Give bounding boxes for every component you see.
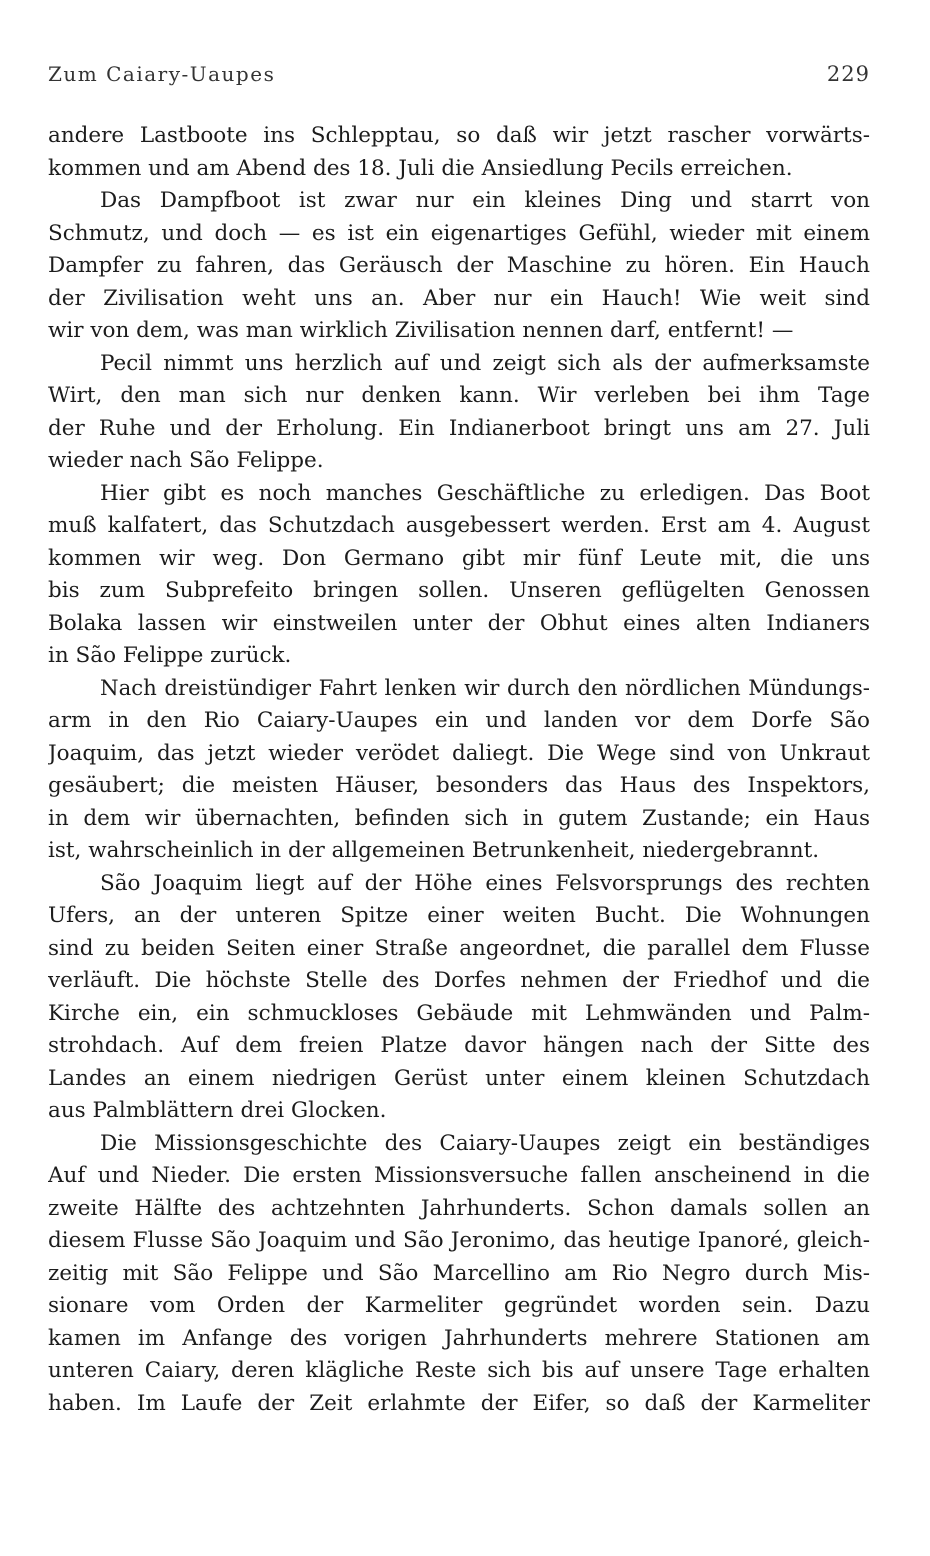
text-line: Ufers, an der unteren Spitze einer weiten Bucht. Die Wohnungen [48,903,870,928]
text-line: Auf und Nieder. Die ersten Missionsversuche fallen anscheinend in die [48,1163,870,1188]
text-line: gesäubert; die meisten Häuser, besonders das Haus des Inspektors, [48,773,870,798]
text-line: sind zu beiden Seiten einer Straße angeordnet, die parallel dem Flusse [48,935,870,961]
text-line: Die Missionsgeschichte des Caiary-Uaupes zeigt ein beständiges [100,1130,870,1156]
text-line: Das Dampfboot ist zwar nur ein kleines Ding und starrt von [100,188,870,213]
text-line: der Ruhe und der Erholung. Ein Indianerboot bringt uns am 27. Juli [48,415,870,441]
text-line: unteren Caiary, deren klägliche Reste sich bis auf unsere Tage erhalten [48,1358,870,1383]
text-line: Joaquim, das jetzt wieder verödet daliegt. Die Wege sind von Unkraut [48,740,870,766]
text-line: andere Lastboote ins Schlepptau, so daß wir jetzt rascher vorwärts- [48,123,870,148]
text-line: strohdach. Auf dem freien Platze davor hängen nach der Sitte des [48,1033,870,1058]
text-line: Schmutz, und doch — es ist ein eigenartiges Gefühl, wieder mit einem [48,220,870,246]
text-line: in São Felippe zurück. [48,643,292,668]
text-line: der Zivilisation weht uns an. Aber nur ein Hauch! Wie weit sind [48,285,870,311]
text-line: Bolaka lassen wir einstweilen unter der Obhut eines alten Indianers [48,610,870,636]
running-head: Zum Caiary-Uaupes [48,62,276,86]
text-line: Pecil nimmt uns herzlich auf und zeigt sich als der aufmerksamste [100,350,870,376]
text-line: ist, wahrscheinlich in der allgemeinen Betrunkenheit, niedergebrannt. [48,838,820,863]
text-line: zweite Hälfte des achtzehnten Jahrhunderts. Schon damals sollen an [48,1195,870,1221]
text-line: in dem wir übernachten, befinden sich in gutem Zustande; ein Haus [48,805,870,831]
text-line: muß kalfatert, das Schutzdach ausgebessert werden. Erst am 4. August [48,513,870,538]
text-line: Hier gibt es noch manches Geschäftliche zu erledigen. Das Boot [100,480,870,506]
text-line: kamen im Anfange des vorigen Jahrhunderts mehrere Stationen am [48,1325,870,1351]
page-number: 229 [826,62,870,86]
text-line: arm in den Rio Caiary-Uaupes ein und landen vor dem Dorfe São [48,708,870,733]
text-line: Wirt, den man sich nur denken kann. Wir verleben bei ihm Tage [48,383,870,408]
body-text [48,120,870,1420]
page-header [48,62,870,90]
text-line: kommen und am Abend des 18. Juli die Ansiedlung Pecils erreichen. [48,155,793,181]
text-line: Kirche ein, ein schmuckloses Gebäude mit Lehmwänden und Palm- [48,1000,870,1026]
text-line: Nach dreistündiger Fahrt lenken wir durch den nördlichen Mündungs- [100,675,870,701]
text-line: kommen wir weg. Don Germano gibt mir fünf Leute mit, die uns [48,545,870,571]
text-line: sionare vom Orden der Karmeliter gegründet worden sein. Dazu [48,1293,870,1318]
text-line: Dampfer zu fahren, das Geräusch der Maschine zu hören. Ein Hauch [48,253,870,278]
text-line: São Joaquim liegt auf der Höhe eines Felsvorsprungs des rechten [100,870,870,896]
text-line: aus Palmblättern drei Glocken. [48,1098,387,1123]
text-line: wieder nach São Felippe. [48,448,324,473]
text-line: Landes an einem niedrigen Gerüst unter einem kleinen Schutzdach [48,1065,870,1091]
text-line: diesem Flusse São Joaquim und São Jeronimo, das heutige Ipanoré, gleich- [48,1228,870,1253]
text-line: verläuft. Die höchste Stelle des Dorfes nehmen der Friedhof und die [48,968,870,993]
text-line: wir von dem, was man wirklich Zivilisation nennen darf, entfernt! — [48,318,794,343]
text-line: bis zum Subprefeito bringen sollen. Unseren geflügelten Genossen [48,578,870,603]
text-line: haben. Im Laufe der Zeit erlahmte der Eifer, so daß der Karmeliter [48,1390,870,1416]
text-line: zeitig mit São Felippe und São Marcellino am Rio Negro durch Mis- [48,1260,870,1286]
